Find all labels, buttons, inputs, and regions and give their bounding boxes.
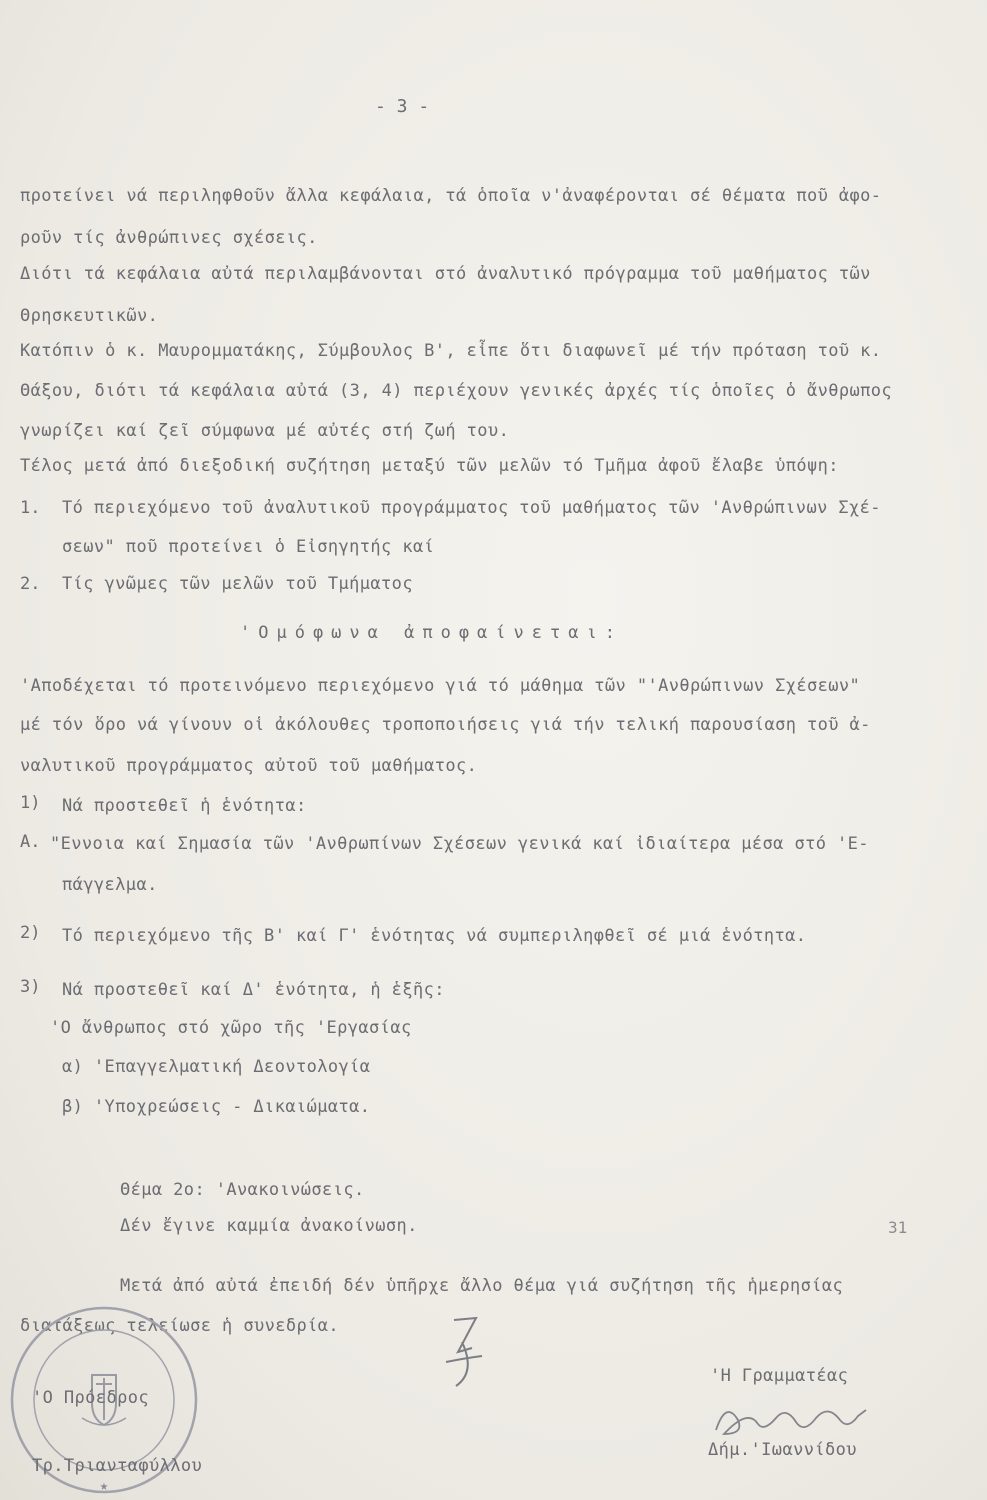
decision-line: μέ τόν ὅρο νά γίνουν οἱ ἀκόλουθες τροποποιήσεις γιά τήν τελική παρουσίαση τοῦ ἀ- xyxy=(20,715,871,735)
secretary-label: 'Η Γραμματέας xyxy=(710,1366,849,1386)
item-text: Νά προστεθεῖ ἡ ἑνότητα: xyxy=(62,796,307,816)
president-name: Τρ.Τριανταφύλλου xyxy=(32,1456,203,1476)
closing-line: Μετά ἀπό αὐτά ἐπειδή δέν ὑπῆρχε ἄλλο θέμα γιά συζήτηση τῆς ἡμερησίας xyxy=(120,1276,844,1296)
body-line: προτείνει νά περιληφθοῦν ἄλλα κεφάλαια, τά ὁποῖα ν'ἀναφέρονται σέ θέματα ποῦ ἀφο- xyxy=(20,186,882,206)
body-line: Διότι τά κεφάλαια αὐτά περιλαμβάνονται στό ἀναλυτικό πρόγραμμα τοῦ μαθήματος τῶν xyxy=(20,264,871,284)
closing-line: διατάξεως τελείωσε ἡ συνεδρία. xyxy=(20,1316,340,1336)
margin-mark: 31 xyxy=(888,1218,908,1237)
item-subheading: 'Ο ἄνθρωπος στό χῶρο τῆς 'Εργασίας xyxy=(50,1018,412,1038)
item-continuation: πάγγελμα. xyxy=(62,875,158,895)
item-text: "Εννοια καί Σημασία τῶν 'Ανθρωπίνων Σχέσεων γενικά καί ἰδιαίτερα μέσα στό 'Ε- xyxy=(50,834,869,854)
decision-line: ναλυτικοῦ προγράμματος αὐτοῦ τοῦ μαθήματος. xyxy=(20,756,478,776)
president-signature-icon xyxy=(440,1312,500,1392)
item-text: Τό περιεχόμενο τῆς Β' καί Γ' ἑνότητας νά συμπεριληφθεῖ σέ μιά ἑνότητα. xyxy=(62,926,807,946)
section-heading: 'Ομόφωνα ἀποφαίνεται: xyxy=(240,623,623,643)
item-number: 3) xyxy=(20,977,41,997)
body-line: γνωρίζει καί ζεῖ σύμφωνα μέ αὐτές στή ζωή του. xyxy=(20,421,510,441)
item-text: Νά προστεθεῖ καί Δ' ἑνότητα, ἡ ἑξῆς: xyxy=(62,980,445,1000)
list-item: Τό περιεχόμενο τοῦ ἀναλυτικοῦ προγράμματος τοῦ μαθήματος τῶν 'Ανθρώπινων Σχέ- xyxy=(62,498,881,518)
item-number: 1) xyxy=(20,793,41,813)
secretary-name: Δήμ.'Ιωαννίδου xyxy=(708,1440,857,1460)
page-number: - 3 - xyxy=(375,96,430,117)
body-line: Κατόπιν ὁ κ. Μαυρομματάκης, Σύμβουλος Β', εἶπε ὅτι διαφωνεῖ μέ τήν πρόταση τοῦ κ. xyxy=(20,341,882,361)
topic-title: Θέμα 2ο: 'Ανακοινώσεις. xyxy=(120,1180,365,1200)
svg-text:★: ★ xyxy=(99,1478,109,1494)
list-number: 1. xyxy=(20,498,41,518)
item-letter: Α. xyxy=(20,832,41,852)
decision-line: 'Αποδέχεται τό προτεινόμενο περιεχόμενο γιά τό μάθημα τῶν "'Ανθρώπινων Σχέσεων" xyxy=(20,676,861,696)
body-line: Θάξου, διότι τά κεφάλαια αὐτά (3, 4) περιέχουν γενικές ἀρχές τίς ὁποῖες ὁ ἄνθρωπος xyxy=(20,381,893,401)
list-item: Τίς γνῶμες τῶν μελῶν τοῦ Τμήματος xyxy=(62,574,413,594)
item-number: 2) xyxy=(20,923,41,943)
president-label: 'Ο Πρόεδρος xyxy=(32,1388,149,1408)
topic-text: Δέν ἔγινε καμμία ἀνακοίνωση. xyxy=(120,1216,418,1236)
body-line: ροῦν τίς ἀνθρώπινες σχέσεις. xyxy=(20,228,318,248)
item-sub-b: β) 'Υποχρεώσεις - Δικαιώματα. xyxy=(62,1097,371,1117)
body-line: Θρησκευτικῶν. xyxy=(20,306,159,326)
secretary-signature-icon xyxy=(708,1390,898,1445)
list-item-continuation: σεων" ποῦ προτείνει ὁ Εἰσηγητής καί xyxy=(62,537,435,557)
item-sub-a: α) 'Επαγγελματική Δεοντολογία xyxy=(62,1057,371,1077)
body-line: Τέλος μετά ἀπό διεξοδική συζήτηση μεταξύ τῶν μελῶν τό Τμῆμα ἀφοῦ ἔλαβε ὑπόψη: xyxy=(20,456,839,476)
list-number: 2. xyxy=(20,574,41,594)
